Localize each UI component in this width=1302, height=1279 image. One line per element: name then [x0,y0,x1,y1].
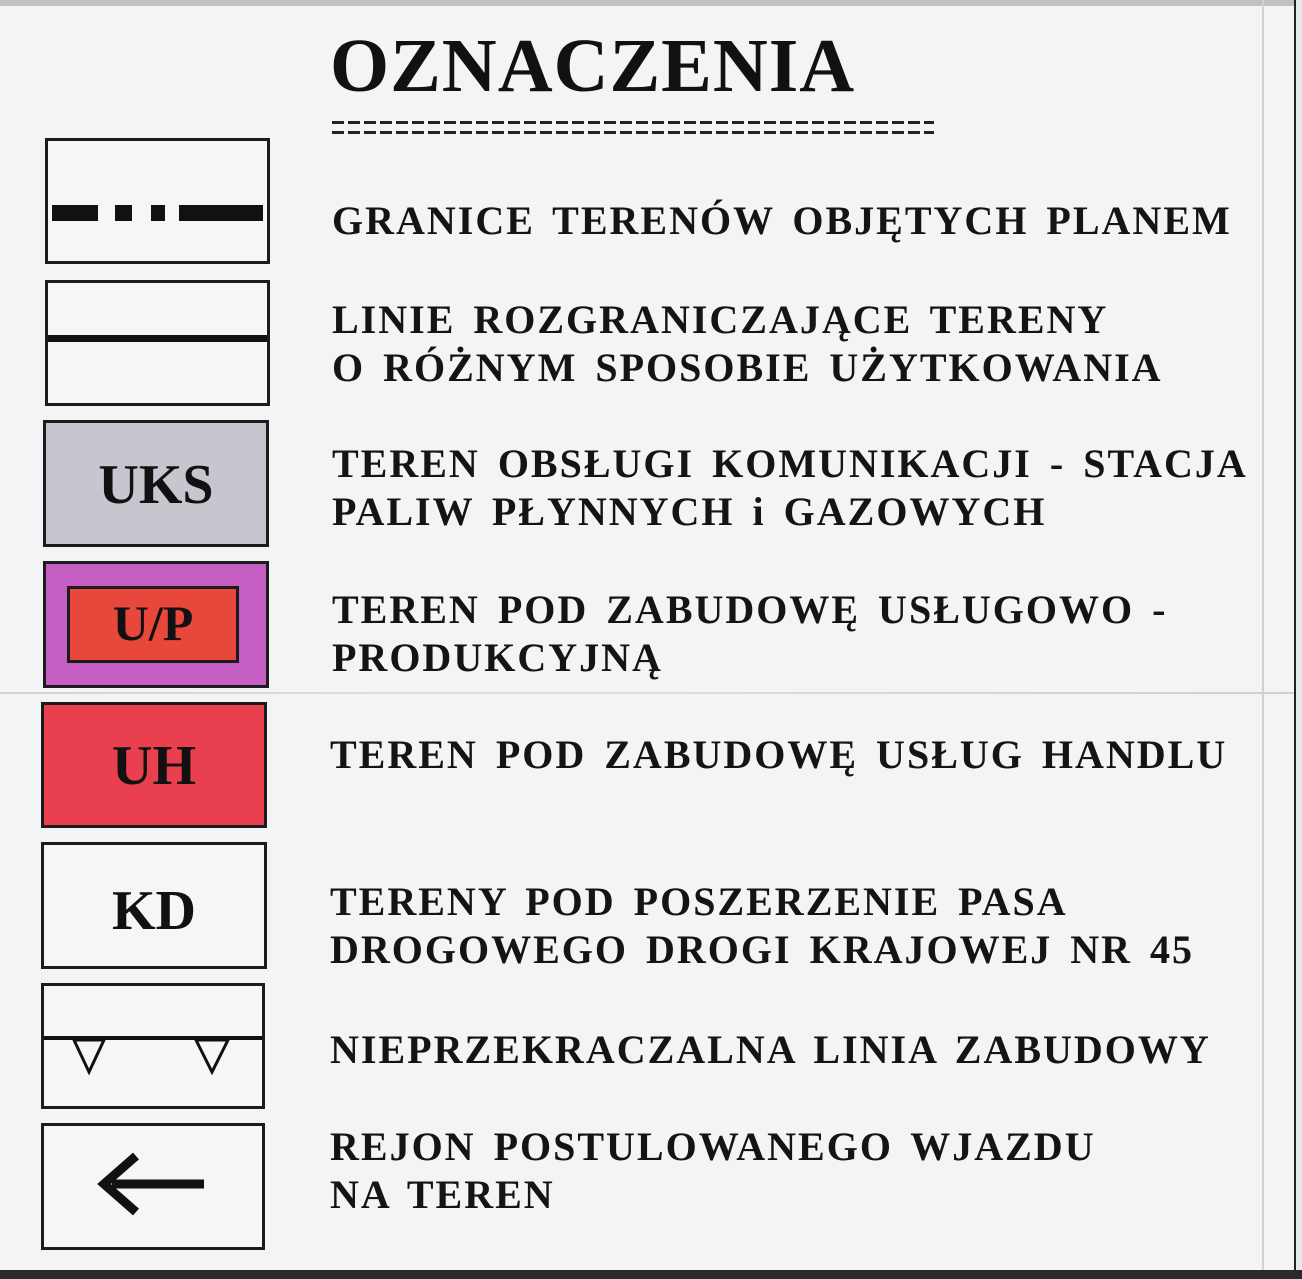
legend-symbol-solid-line [45,280,270,406]
scan-edge-top [0,0,1302,6]
legend-label-building-line: NIEPRZEKRACZALNA LINIA ZABUDOWY [330,1027,1211,1072]
building-line-triangles-icon [44,986,262,1106]
legend-label-uks: TEREN OBSŁUGI KOMUNIKACJI - STACJA PALIW PŁYNNYCH i GAZOWYCH [332,441,1248,534]
legend-symbol-building-line [41,983,265,1109]
title-underline-bottom [332,131,934,134]
legend-label-entrance: REJON POSTULOWANEGO WJAZDU NA TEREN [330,1124,1096,1217]
fold-line-horizontal [0,692,1302,694]
uh-code: UH [112,735,196,797]
legend-symbol-uh [41,702,267,828]
legend-symbol-boundary [45,138,270,264]
left-arrow-icon [44,1126,262,1247]
legend-title: OZNACZENIA [330,24,856,108]
uks-code: UKS [98,454,214,516]
title-underline-top [332,121,934,124]
legend-label-uh: TEREN POD ZABUDOWĘ USŁUG HANDLU [330,732,1228,777]
solid-line-icon [48,283,267,403]
fold-line-vertical [1262,0,1264,1279]
up-inner-swatch [67,586,239,663]
legend-label-kd: TERENY POD POSZERZENIE PASA DROGOWEGO DROGI KRAJOWEJ NR 45 [330,879,1195,972]
up-code: U/P [112,595,194,651]
legend-symbol-kd [41,842,267,969]
boundary-dash-dot-line-icon [48,141,267,261]
scan-edge-bottom [0,1270,1302,1279]
legend-symbol-up [43,561,269,688]
legend-label-up: TEREN POD ZABUDOWĘ USŁUGOWO - PRODUKCYJNĄ [332,587,1168,680]
legend-symbol-entrance [41,1123,265,1250]
kd-code: KD [112,880,196,942]
legend-symbol-uks [43,420,269,547]
legend-label-boundary: GRANICE TERENÓW OBJĘTYCH PLANEM [332,198,1232,243]
scan-edge-right [1294,0,1302,1279]
legend-label-solid-line: LINIE ROZGRANICZAJĄCE TERENY O RÓŻNYM SPOSOBIE UŻYTKOWANIA [332,297,1163,390]
